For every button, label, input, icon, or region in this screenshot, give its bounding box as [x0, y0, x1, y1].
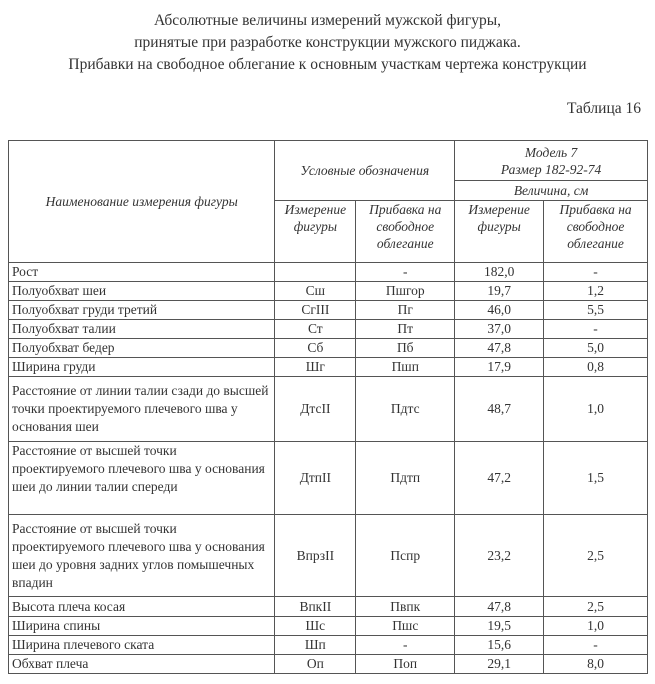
cell-name: Расстояние от высшей точки проектируемого плечевого шва у основания шеи до линии талии спереди: [9, 442, 275, 515]
subheader: Измерение фигуры: [275, 201, 356, 263]
cell-add: -: [544, 636, 648, 655]
table-row: [9, 442, 648, 515]
cell-sym: [275, 263, 356, 282]
measurements-table: [8, 140, 648, 674]
document-title: [0, 10, 655, 76]
cell-sym: Оп: [275, 655, 356, 674]
cell-add: 1,0: [544, 377, 648, 442]
cell-val: 37,0: [455, 320, 544, 339]
cell-sym-add: -: [356, 263, 455, 282]
cell-name: Рост: [9, 263, 275, 282]
cell-sym-add: Пдтп: [356, 442, 455, 515]
cell-sym-add: Пшп: [356, 358, 455, 377]
table-row: [9, 597, 648, 617]
cell-val: 48,7: [455, 377, 544, 442]
cell-sym: ВпкII: [275, 597, 356, 617]
cell-val: 19,7: [455, 282, 544, 301]
cell-val: 15,6: [455, 636, 544, 655]
cell-sym-add: Пшс: [356, 617, 455, 636]
table-row: [9, 377, 648, 442]
cell-name: Обхват плеча: [9, 655, 275, 674]
cell-sym: СгIII: [275, 301, 356, 320]
cell-add: 0,8: [544, 358, 648, 377]
cell-val: 19,5: [455, 617, 544, 636]
table-row: [9, 339, 648, 358]
cell-name: Высота плеча косая: [9, 597, 275, 617]
cell-add: 5,0: [544, 339, 648, 358]
cell-sym: ДтсII: [275, 377, 356, 442]
cell-sym-add: Пдтс: [356, 377, 455, 442]
title-line: Прибавки на свободное облегание к основным участкам чертежа конструкции: [68, 56, 587, 73]
cell-sym-add: -: [356, 636, 455, 655]
cell-name: Полуобхват шеи: [9, 282, 275, 301]
cell-sym-add: Пспр: [356, 515, 455, 597]
table-row: [9, 515, 648, 597]
cell-name: Полуобхват талии: [9, 320, 275, 339]
table-row: [9, 282, 648, 301]
cell-sym: Сш: [275, 282, 356, 301]
table-row: [9, 358, 648, 377]
table-row: [9, 636, 648, 655]
cell-sym-add: Пг: [356, 301, 455, 320]
title-line: Абсолютные величины измерений мужской фигуры,: [154, 12, 501, 29]
cell-add: 1,5: [544, 442, 648, 515]
table-row: [9, 320, 648, 339]
subheader: Измерение фигуры: [455, 201, 544, 263]
cell-add: -: [544, 320, 648, 339]
cell-add: 2,5: [544, 597, 648, 617]
title-line: принятые при разработке конструкции мужского пиджака.: [134, 34, 521, 51]
cell-add: 1,0: [544, 617, 648, 636]
cell-val: 46,0: [455, 301, 544, 320]
cell-name: Расстояние от линии талии сзади до высшей точки проектируемого плечевого шва у основания шеи: [9, 377, 275, 442]
cell-val: 47,2: [455, 442, 544, 515]
cell-name: Ширина плечевого ската: [9, 636, 275, 655]
cell-add: 2,5: [544, 515, 648, 597]
cell-val: 47,8: [455, 597, 544, 617]
cell-val: 182,0: [455, 263, 544, 282]
cell-name: Полуобхват груди третий: [9, 301, 275, 320]
cell-add: 1,2: [544, 282, 648, 301]
header-symbols: Условные обозначения: [275, 141, 455, 201]
cell-val: 29,1: [455, 655, 544, 674]
subheader: Прибавка на свободное облегание: [544, 201, 648, 263]
header-model: [455, 141, 648, 181]
cell-name: Ширина груди: [9, 358, 275, 377]
cell-sym-add: Пвпк: [356, 597, 455, 617]
cell-val: 17,9: [455, 358, 544, 377]
table-row: [9, 263, 648, 282]
cell-name: Ширина спины: [9, 617, 275, 636]
cell-add: 5,5: [544, 301, 648, 320]
subheader: Прибавка на свободное облегание: [356, 201, 455, 263]
model: Модель 7: [524, 144, 578, 160]
cell-sym-add: Пшгор: [356, 282, 455, 301]
cell-name: Расстояние от высшей точки проектируемого плечевого шва у основания шеи до уровня задних углов помышечных впадин: [9, 515, 275, 597]
cell-sym: Шг: [275, 358, 356, 377]
cell-sym: ВпрзII: [275, 515, 356, 597]
cell-name: Полуобхват бедер: [9, 339, 275, 358]
cell-sym: Сб: [275, 339, 356, 358]
cell-sym: Шс: [275, 617, 356, 636]
cell-sym: Ст: [275, 320, 356, 339]
table-row: [9, 617, 648, 636]
cell-sym: Шп: [275, 636, 356, 655]
cell-add: 8,0: [544, 655, 648, 674]
header-name: Наименование измерения фигуры: [9, 141, 275, 263]
cell-add: -: [544, 263, 648, 282]
cell-sym-add: Поп: [356, 655, 455, 674]
header-value: Величина, см: [455, 181, 648, 201]
table-row: [9, 655, 648, 674]
table-row: [9, 301, 648, 320]
cell-sym-add: Пт: [356, 320, 455, 339]
cell-val: 23,2: [455, 515, 544, 597]
table-label: Таблица 16: [566, 100, 641, 117]
cell-sym-add: Пб: [356, 339, 455, 358]
cell-sym: ДтпII: [275, 442, 356, 515]
size: Размер 182-92-74: [500, 161, 602, 177]
cell-val: 47,8: [455, 339, 544, 358]
